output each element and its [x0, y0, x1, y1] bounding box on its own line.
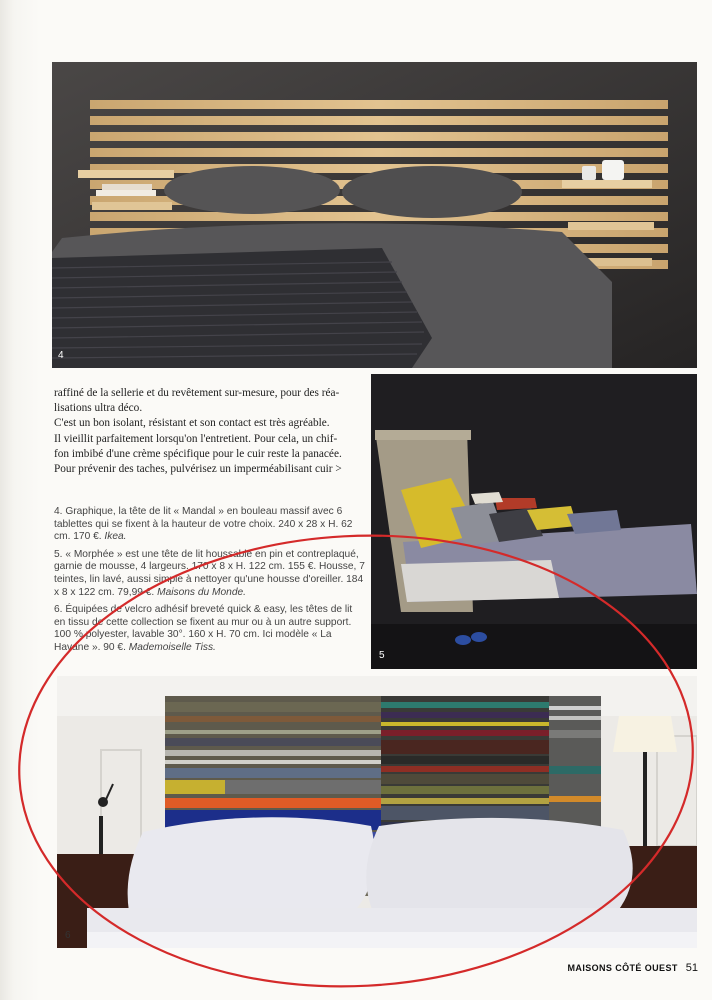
caption-6-credit: Mademoiselle Tiss.	[128, 641, 216, 653]
page-footer	[568, 962, 698, 974]
body-line: raffiné de la sellerie et du revêtement sur-mesure, pour des réa-	[54, 387, 340, 399]
photo-number-6: 6	[65, 930, 71, 941]
body-line: Pour prévenir des taches, pulvérisez un imperméabilisant cuir >	[54, 463, 342, 476]
photo-4-illustration	[52, 62, 697, 368]
caption-5-credit: Maisons du Monde.	[157, 586, 246, 598]
body-line: fon imbibé d'une crème spécifique pour le cuir reste la panacée.	[54, 447, 342, 460]
caption-5-text: 5. « Morphée » est une tête de lit houssable en pin et contreplaqué, garnie de mousse, 4 largeurs. 170 x 8 x H. 122 cm. 155 €. Housse, 7 teintes, lin lavé, aussi simple à nettoyer qu'une housse d'oreiller. 184 x 8 x 122 cm. 79,99 €.	[54, 548, 365, 598]
body-line: C'est un bon isolant, résistant et son contact est très agréable.	[54, 417, 330, 430]
photo-captions	[54, 506, 366, 660]
caption-4-credit: Ikea.	[104, 531, 127, 543]
body-line: Il vieillit parfaitement lorsqu'on l'entretient. Pour cela, un chif-	[54, 432, 338, 445]
caption-4	[54, 506, 366, 544]
caption-5	[54, 549, 366, 599]
photo-6-illustration	[57, 676, 697, 948]
body-line: lisations ultra déco.	[54, 402, 143, 415]
page-number: 51	[685, 962, 698, 974]
photo-6-la-havane-headboard	[57, 676, 697, 948]
photo-5-morphee-headboard	[371, 374, 697, 669]
caption-6-text: 6. Équipées de velcro adhésif breveté quick & easy, les têtes de lit en tissu de cette collection se fixent au mur ou à un autre support. 100 % polyester, lavable 30°. 160 x H. 70 cm. Ici modèle « La Havane ». 90 €.	[54, 604, 353, 653]
caption-4-text: 4. Graphique, la tête de lit « Mandal » en bouleau massif avec 6 tablettes qui se fixent à la hauteur de votre choix. 240 x 28 x H. 62 cm. 170 €.	[54, 506, 353, 543]
photo-number-5: 5	[379, 650, 385, 661]
photo-5-illustration	[371, 374, 697, 669]
photo-number-4: 4	[58, 350, 64, 361]
article-body	[54, 386, 366, 477]
photo-4-mandal-headboard	[52, 62, 697, 368]
caption-6	[54, 604, 366, 654]
magazine-name: MAISONS CÔTÉ OUEST	[567, 963, 678, 973]
